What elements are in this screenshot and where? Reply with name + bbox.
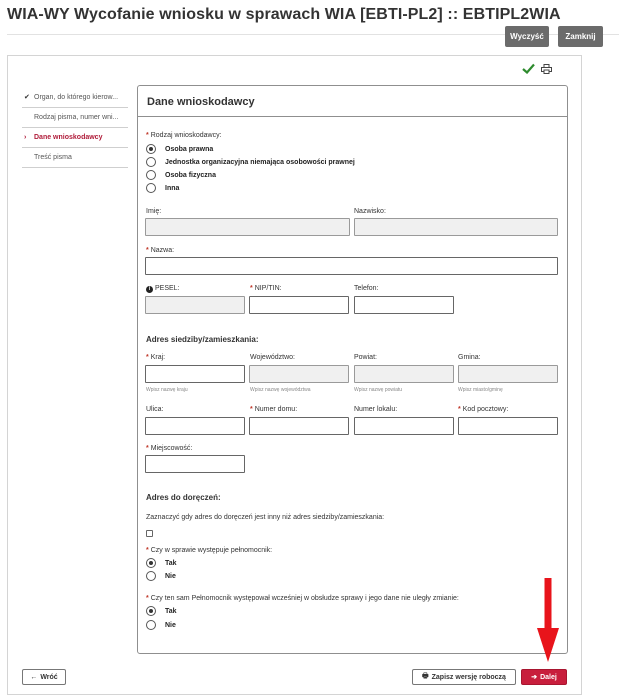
clear-button[interactable]: Wyczyść — [505, 26, 549, 47]
step-organ[interactable]: ✔ Organ, do którego kierow... — [22, 88, 128, 108]
save-draft-button[interactable]: 🖶 Zapisz wersję roboczą — [412, 669, 516, 685]
next-button[interactable]: ➔ Dalej — [521, 669, 567, 685]
unit-number-input[interactable] — [354, 417, 454, 435]
same-proxy-option-no[interactable]: Nie — [146, 620, 176, 630]
address-section-title: Adres siedziby/zamieszkania: — [146, 335, 259, 344]
last-name-input[interactable] — [354, 218, 558, 236]
radio[interactable] — [146, 170, 156, 180]
last-name-label: Nazwisko: — [354, 208, 386, 215]
applicant-type-option-person[interactable]: Osoba fizyczna — [146, 170, 216, 180]
radio[interactable] — [146, 183, 156, 193]
first-name-input[interactable] — [145, 218, 350, 236]
proxy-option-yes[interactable]: Tak — [146, 558, 177, 568]
name-input[interactable] — [145, 257, 558, 275]
postal-code-input[interactable] — [458, 417, 558, 435]
street-input[interactable] — [145, 417, 245, 435]
delivery-checkbox[interactable] — [146, 530, 153, 537]
street-label: Ulica: — [146, 406, 164, 413]
name-label: * Nazwa: — [146, 247, 175, 254]
delivery-checkbox-label: Zaznaczyć gdy adres do doręczeń jest inny niż adres siedziby/zamieszkania: — [146, 514, 385, 521]
step-content[interactable]: Treść pisma — [22, 148, 128, 168]
house-number-input[interactable] — [249, 417, 349, 435]
district-hint: Wpisz nazwę powiatu — [354, 387, 403, 393]
pesel-label: i PESEL: — [146, 285, 180, 293]
applicant-type-label: * Rodzaj wnioskodawcy: — [146, 132, 222, 139]
city-input[interactable] — [145, 455, 245, 473]
proxy-label: * Czy w sprawie występuje pełnomocnik: — [146, 547, 273, 554]
proxy-option-no[interactable]: Nie — [146, 571, 176, 581]
arrow-right-icon: ➔ — [531, 674, 538, 681]
unit-number-label: Numer lokalu: — [354, 406, 398, 413]
step-document-type[interactable]: Rodzaj pisma, numer wni... — [22, 108, 128, 128]
radio-selected[interactable] — [146, 144, 156, 154]
commune-hint: Wpisz miasto/gminę — [458, 387, 503, 393]
same-proxy-option-yes[interactable]: Tak — [146, 606, 177, 616]
commune-label: Gmina: — [458, 354, 481, 361]
back-button[interactable]: ← Wróć — [22, 669, 66, 685]
district-label: Powiat: — [354, 354, 377, 361]
red-arrow-annotation — [537, 578, 559, 662]
country-hint: Wpisz nazwę kraju — [146, 387, 188, 393]
check-icon — [522, 63, 535, 74]
pesel-input[interactable] — [145, 296, 245, 314]
first-name-label: Imię: — [146, 208, 162, 215]
page-title: WIA-WY Wycofanie wniosku w sprawach WIA [EBTI-PL2] :: EBTIPL2WIA — [7, 6, 561, 23]
radio[interactable] — [146, 620, 156, 630]
applicant-type-option-other[interactable]: Inna — [146, 183, 179, 193]
radio[interactable] — [146, 157, 156, 167]
arrow-left-icon: ← — [30, 673, 38, 681]
house-number-label: * Numer domu: — [250, 406, 298, 413]
country-label: * Kraj: — [146, 354, 166, 361]
print-icon[interactable] — [541, 64, 552, 74]
radio[interactable] — [146, 571, 156, 581]
voivodeship-hint: Wpisz nazwę województwa — [250, 387, 311, 393]
phone-label: Telefon: — [354, 285, 379, 292]
nip-label: * NIP/TIN: — [250, 285, 282, 292]
district-input[interactable] — [354, 365, 454, 383]
delivery-section-title: Adres do doręczeń: — [146, 493, 221, 502]
panel-title: Dane wnioskodawcy — [138, 86, 567, 117]
info-icon: i — [146, 286, 153, 293]
applicant-type-option-legal[interactable]: Osoba prawna — [146, 144, 213, 154]
phone-input[interactable] — [354, 296, 454, 314]
voivodeship-input[interactable] — [249, 365, 349, 383]
same-proxy-label: * Czy ten sam Pełnomocnik występował wcześniej w obsłudze sprawy i jego dane nie uległy zmianie: — [146, 595, 459, 602]
step-applicant-data[interactable]: › Dane wnioskodawcy — [22, 128, 128, 148]
nip-input[interactable] — [249, 296, 349, 314]
steps-nav — [22, 88, 128, 168]
country-input[interactable] — [145, 365, 245, 383]
radio-selected[interactable] — [146, 558, 156, 568]
voivodeship-label: Województwo: — [250, 354, 296, 361]
radio-selected[interactable] — [146, 606, 156, 616]
city-label: * Miejscowość: — [146, 445, 193, 452]
applicant-type-option-unit[interactable]: Jednostka organizacyjna niemająca osobowości prawnej — [146, 157, 355, 167]
postal-code-label: * Kod pocztowy: — [458, 406, 509, 413]
chevron-right-icon: › — [24, 134, 27, 141]
commune-input[interactable] — [458, 365, 558, 383]
checkmark-icon: ✔ — [24, 94, 30, 101]
close-button[interactable]: Zamknij — [558, 26, 603, 47]
printer-icon: 🖶 — [422, 672, 429, 680]
